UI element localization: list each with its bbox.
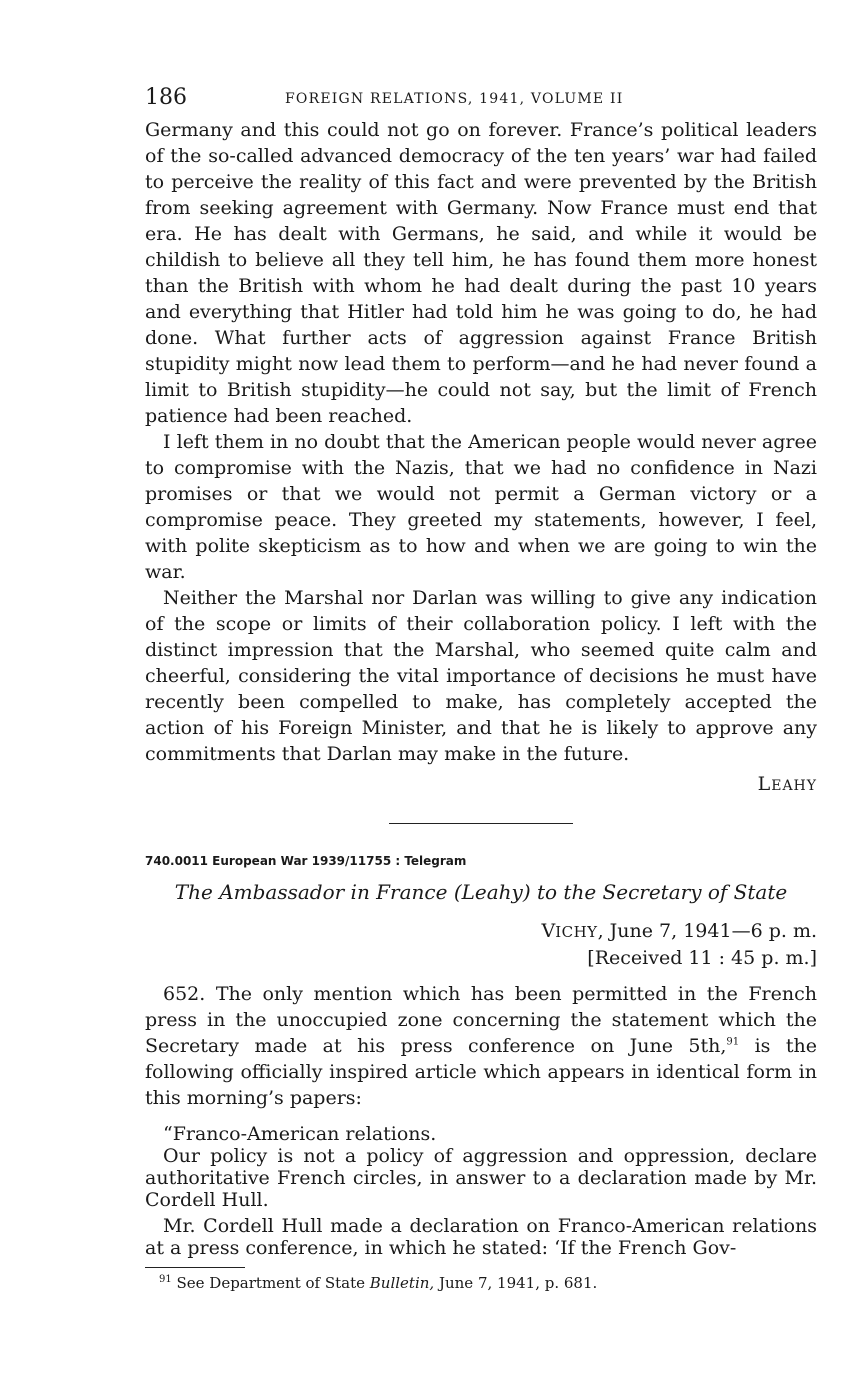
quote-line: Our policy is not a policy of aggression and oppression, declare authoritative French circles, in answer to a declaration made by Mr. Cordell Hull. xyxy=(145,1145,817,1211)
signature-initial: L xyxy=(757,773,772,795)
telegram-body-end: is the following officially inspired article which appears in identical form in this morning’s papers: xyxy=(145,1035,817,1109)
paragraph: Neither the Marshal nor Darlan was willing to give any indication of the scope or limits of their collaboration policy. I left with the distinct impression that the Marshal, who seemed quite calm and cheerful, considering the vital importance of decisions he must have recently been compelled to make, has completely accepted the action of his Foreign Minister, and that he is likely to approve any commitments that Darlan may make in the future. xyxy=(145,587,817,765)
telegram-body xyxy=(145,981,817,1111)
file-reference: 740.0011 European War 1939/11755 : Telegram xyxy=(145,854,467,868)
paragraph: I left them in no doubt that the American people would never agree to compromise with the Nazis, that we had no confidence in Nazi promises or that we would not permit a German victory or a compromise peace. They greeted my statements, however, I feel, with polite skepticism as to how and when we are going to win the war. xyxy=(145,431,817,583)
footnote-text: See Department of State xyxy=(171,1274,370,1292)
dateline-place-rest: ICHY xyxy=(555,923,598,941)
footnote-italic: Bulletin, xyxy=(369,1274,435,1292)
telegram-body-start: 652. The only mention which has been permitted in the French press in the unoccupied zone concerning the statement which the Secretary made at his press conference on June 5th, xyxy=(145,983,817,1057)
footnote-divider xyxy=(145,1267,245,1268)
footnote-reference: 91 xyxy=(726,1036,740,1048)
dateline-received: [Received 11 : 45 p. m.] xyxy=(587,947,817,969)
quote-line: “Franco-American relations. xyxy=(163,1123,437,1145)
paragraph-continued: Germany and this could not go on forever. France’s political leaders of the so-called advanced democracy of the ten years’ war had failed to perceive the reality of this fact and were prevented by the British from seeking agreement with Germany. Now France must end that era. He has dealt with Germans, he said, and while it would be childish to believe all they tell him, he has found them more honest than the British with whom he had dealt during the past 10 years and everything that Hitler had told him he was going to do, he had done. What further acts of aggression against France British stupidity might now lead them to perform—and he had never found a limit to British stupidity—he could not say, but the limit of French patience had been reached. xyxy=(145,119,817,427)
dateline-place-date xyxy=(145,918,817,945)
document-title: The Ambassador in France (Leahy) to the Secretary of State xyxy=(174,880,788,904)
footnote-text-end: June 7, 1941, p. 681. xyxy=(434,1274,598,1292)
page-number: 186 xyxy=(145,85,187,110)
page-header xyxy=(145,85,817,117)
dateline-date: , June 7, 1941—6 p. m. xyxy=(597,920,817,942)
footnote xyxy=(145,1274,817,1292)
quote-line: Mr. Cordell Hull made a declaration on Franco-American relations at a press conference, in which he stated: ‘If the French Gov- xyxy=(145,1215,817,1259)
signature-rest: EAHY xyxy=(771,778,817,794)
signature xyxy=(145,773,817,795)
section-divider xyxy=(389,823,573,824)
footnote-mark: 91 xyxy=(159,1274,172,1285)
quoted-article xyxy=(145,1123,817,1259)
running-head: FOREIGN RELATIONS, 1941, VOLUME II xyxy=(285,91,624,107)
dateline-place-initial: V xyxy=(541,920,556,942)
dateline xyxy=(145,918,817,971)
document-page xyxy=(145,85,817,1292)
